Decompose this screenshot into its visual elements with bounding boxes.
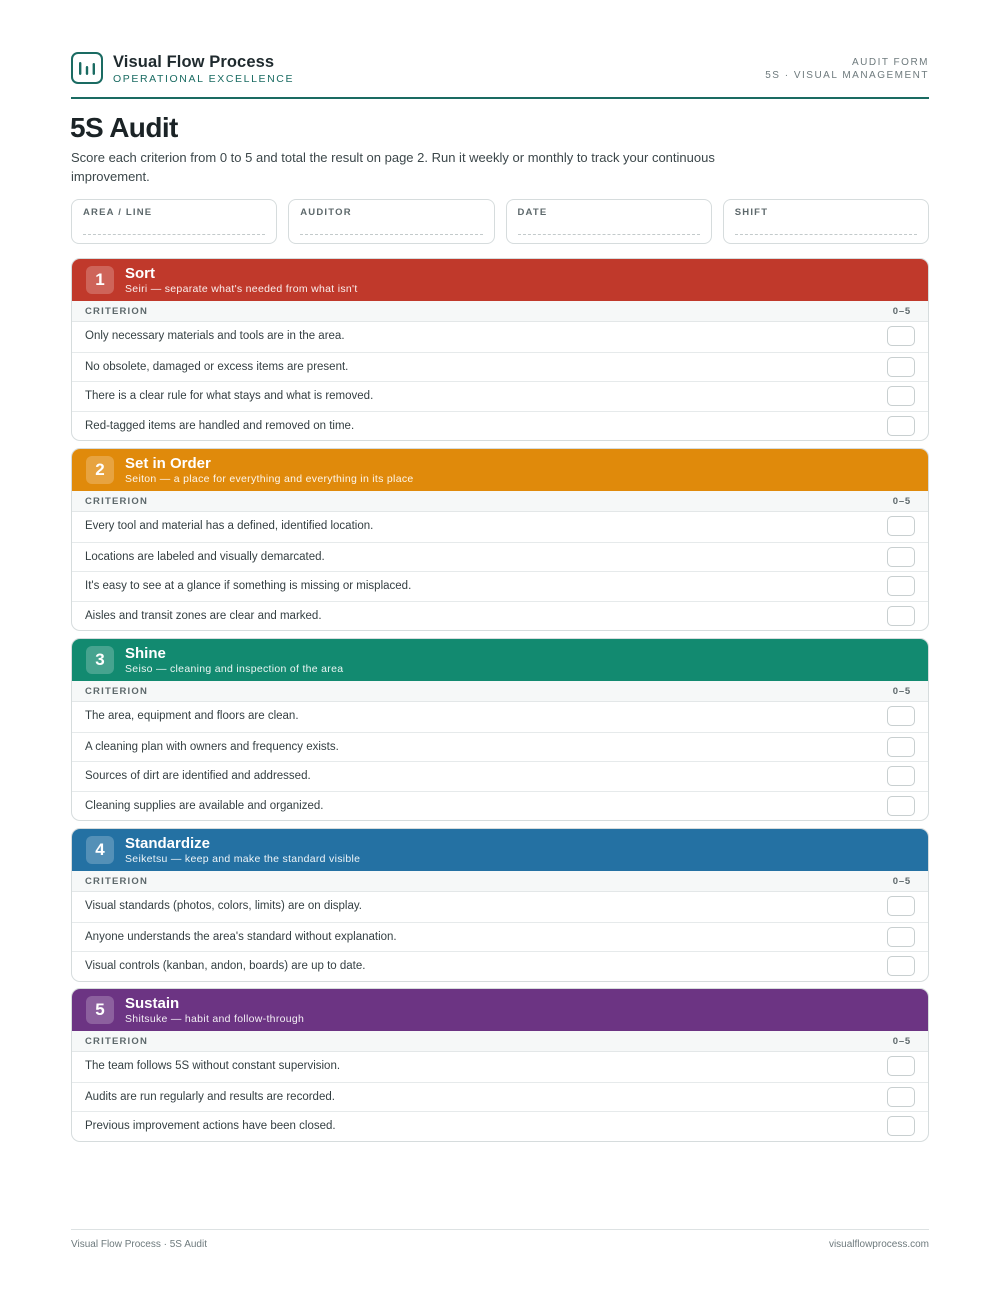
section-number: 3 [86, 646, 114, 674]
criterion-row [72, 512, 928, 542]
criterion-text: Sources of dirt are identified and addressed. [85, 770, 311, 782]
field-label: DATE [517, 207, 548, 218]
score-box[interactable] [887, 386, 915, 406]
criterion-row [72, 951, 928, 981]
score-box[interactable] [887, 416, 915, 436]
score-box[interactable] [887, 547, 915, 567]
column-header [72, 681, 928, 702]
section-sustain [71, 988, 929, 1142]
section-header [72, 639, 928, 681]
criterion-text: Visual standards (photos, colors, limits) are on display. [85, 900, 362, 912]
criterion-text: There is a clear rule for what stays and what is removed. [85, 390, 374, 402]
score-box[interactable] [887, 706, 915, 726]
page-footer [71, 1229, 929, 1250]
score-column-label: 0–5 [892, 686, 911, 697]
section-title: Sort [125, 265, 155, 282]
section-title: Sustain [125, 995, 180, 1012]
criterion-row [72, 542, 928, 572]
shift-field[interactable] [723, 199, 929, 244]
section-number: 2 [86, 456, 114, 484]
field-line [735, 234, 917, 235]
criterion-column-label: CRITERION [85, 1036, 149, 1047]
field-label: AREA / LINE [83, 207, 153, 218]
page-title: 5S Audit [70, 112, 178, 143]
criterion-row [72, 922, 928, 952]
section-header [72, 829, 928, 871]
section-header [72, 259, 928, 301]
criterion-text: It's easy to see at a glance if something is missing or misplaced. [85, 580, 412, 592]
form-meta-line1: AUDIT FORM [851, 57, 929, 68]
criterion-row [72, 761, 928, 791]
criterion-row [72, 411, 928, 441]
score-box[interactable] [887, 1056, 915, 1076]
form-meta [765, 57, 929, 82]
field-line [83, 234, 265, 235]
criterion-text: No obsolete, damaged or excess items are present. [85, 360, 349, 373]
section-title: Standardize [125, 835, 211, 852]
score-box[interactable] [887, 326, 915, 346]
criterion-row [72, 1082, 928, 1112]
criterion-text: The team follows 5S without constant supervision. [85, 1060, 341, 1072]
score-box[interactable] [887, 1087, 915, 1107]
criterion-row [72, 892, 928, 922]
section-subtitle: Seiketsu — keep and make the standard visible [125, 853, 361, 865]
score-box[interactable] [887, 516, 915, 536]
criterion-column-label: CRITERION [85, 306, 149, 317]
section-number: 4 [86, 836, 114, 864]
brand-name: Visual Flow Process [113, 53, 275, 71]
section-subtitle: Seiri — separate what's needed from what isn't [125, 283, 358, 295]
field-line [518, 234, 700, 235]
section-number: 1 [86, 266, 114, 294]
section-title: Shine [125, 645, 166, 662]
score-column-label: 0–5 [892, 496, 911, 507]
score-column-label: 0–5 [892, 876, 911, 887]
criterion-text: Audits are run regularly and results are recorded. [85, 1090, 335, 1103]
field-line [300, 234, 482, 235]
brand-tagline: OPERATIONAL EXCELLENCE [113, 73, 295, 85]
criterion-row [72, 381, 928, 411]
auditor-field[interactable] [288, 199, 494, 244]
section-header [72, 449, 928, 491]
section-shine [71, 638, 929, 821]
criterion-text: Visual controls (kanban, andon, boards) are up to date. [85, 960, 366, 972]
criterion-text: A cleaning plan with owners and frequency exists. [85, 740, 339, 753]
section-number: 5 [86, 996, 114, 1024]
footer-left: Visual Flow Process · 5S Audit [71, 1239, 207, 1250]
section-subtitle: Shitsuke — habit and follow-through [125, 1013, 305, 1025]
score-box[interactable] [887, 956, 915, 976]
criterion-row [72, 732, 928, 762]
column-header [72, 1031, 928, 1052]
area-line-field[interactable] [71, 199, 277, 244]
criterion-text: Red-tagged items are handled and removed on time. [85, 419, 355, 432]
column-header [72, 871, 928, 892]
form-meta-line2: 5S · VISUAL MANAGEMENT [765, 69, 929, 81]
score-box[interactable] [887, 1116, 915, 1136]
page-header [71, 52, 929, 99]
column-header [72, 301, 928, 322]
criterion-row [72, 1111, 928, 1141]
column-header [72, 491, 928, 512]
score-box[interactable] [887, 606, 915, 626]
field-label: AUDITOR [300, 207, 352, 218]
criterion-text: The area, equipment and floors are clean. [85, 710, 299, 722]
criterion-text: Cleaning supplies are available and organized. [85, 799, 324, 812]
criterion-row [72, 702, 928, 732]
criterion-row [72, 322, 928, 352]
score-box[interactable] [887, 896, 915, 916]
criterion-text: Locations are labeled and visually demarcated. [85, 550, 325, 563]
score-box[interactable] [887, 796, 915, 816]
score-box[interactable] [887, 927, 915, 947]
footer-link[interactable]: visualflowprocess.com [828, 1239, 929, 1250]
intro-text: Score each criterion from 0 to 5 and total the result on page 2. Run it weekly or monthly to track your continuous improvement. [71, 150, 715, 184]
criterion-text: Only necessary materials and tools are in the area. [85, 330, 345, 342]
section-subtitle: Seiton — a place for everything and everything in its place [125, 473, 414, 485]
criterion-column-label: CRITERION [85, 876, 149, 887]
section-subtitle: Seiso — cleaning and inspection of the area [125, 663, 344, 675]
criterion-row [72, 791, 928, 821]
bars-logo-icon [71, 52, 103, 84]
score-box[interactable] [887, 357, 915, 377]
section-header [72, 989, 928, 1031]
score-box[interactable] [887, 576, 915, 596]
score-column-label: 0–5 [892, 1036, 911, 1047]
criterion-text: Anyone understands the area's standard without explanation. [85, 930, 397, 943]
score-box[interactable] [887, 737, 915, 757]
criterion-column-label: CRITERION [85, 686, 149, 697]
score-box[interactable] [887, 766, 915, 786]
section-standardize [71, 828, 929, 982]
criterion-text: Previous improvement actions have been closed. [85, 1120, 336, 1132]
criterion-row [72, 571, 928, 601]
criterion-row [72, 601, 928, 631]
audit-fields [71, 199, 929, 244]
score-column-label: 0–5 [892, 306, 911, 317]
criterion-text: Every tool and material has a defined, identified location. [85, 520, 374, 532]
criterion-text: Aisles and transit zones are clear and marked. [85, 609, 322, 622]
section-title: Set in Order [125, 455, 211, 472]
criterion-row [72, 352, 928, 382]
section-sort [71, 258, 929, 441]
date-field[interactable] [506, 199, 712, 244]
criterion-column-label: CRITERION [85, 496, 149, 507]
criterion-row [72, 1052, 928, 1082]
section-set-in-order [71, 448, 929, 631]
field-label: SHIFT [734, 207, 769, 218]
